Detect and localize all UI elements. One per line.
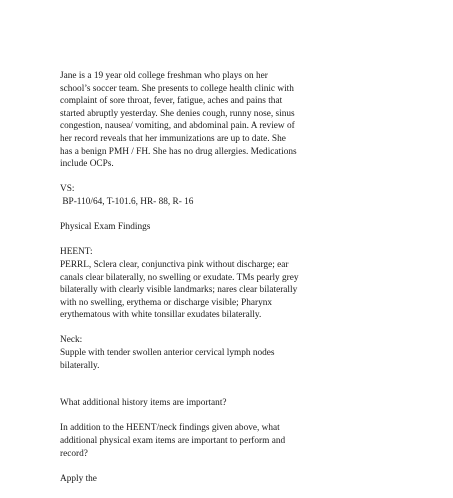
heent-text: PERRL, Sclera clear, conjunctiva pink without discharge; ear canals clear bilaterally, no swelling or exudate. TMs pearly grey bilaterally with clearly visible landmarks; nares clear bilaterally with no swelling, erythema or discharge visible; Pharynx erythematous with white tonsillar exudates bilaterally.	[60, 259, 299, 321]
neck-block	[60, 334, 400, 372]
case-intro-paragraph: Jane is a 19 year old college freshman who plays on her school’s soccer team. She presents to college health clinic with complaint of sore throat, fever, fatigue, aches and pains that started abruptly yesterday. She denies cough, runny nose, sinus congestion, nausea/ vomiting, and abdominal pain. A review of her record reveals that her immunizations are up to date. She has a benign PMH / FH. She has no drug allergies. Medications include OCPs.	[60, 71, 297, 170]
question-apply: Apply the	[60, 473, 97, 484]
heent-block	[60, 246, 400, 322]
neck-text: Supple with tender swollen anterior cervical lymph nodes bilaterally.	[60, 348, 275, 371]
vitals-values: BP-110/64, T-101.6, HR- 88, R- 16	[60, 196, 194, 207]
neck-heading: Neck:	[60, 335, 83, 346]
question-history: What additional history items are important?	[60, 398, 227, 409]
question-physical-exam: In addition to the HEENT/neck findings given above, what additional physical exam items are important to perform and record?	[60, 423, 286, 459]
heent-heading: HEENT:	[60, 247, 93, 258]
vitals-block	[60, 183, 400, 208]
exam-title: Physical Exam Findings	[60, 222, 151, 233]
vitals-heading: VS:	[60, 184, 75, 195]
document-page	[60, 70, 400, 498]
